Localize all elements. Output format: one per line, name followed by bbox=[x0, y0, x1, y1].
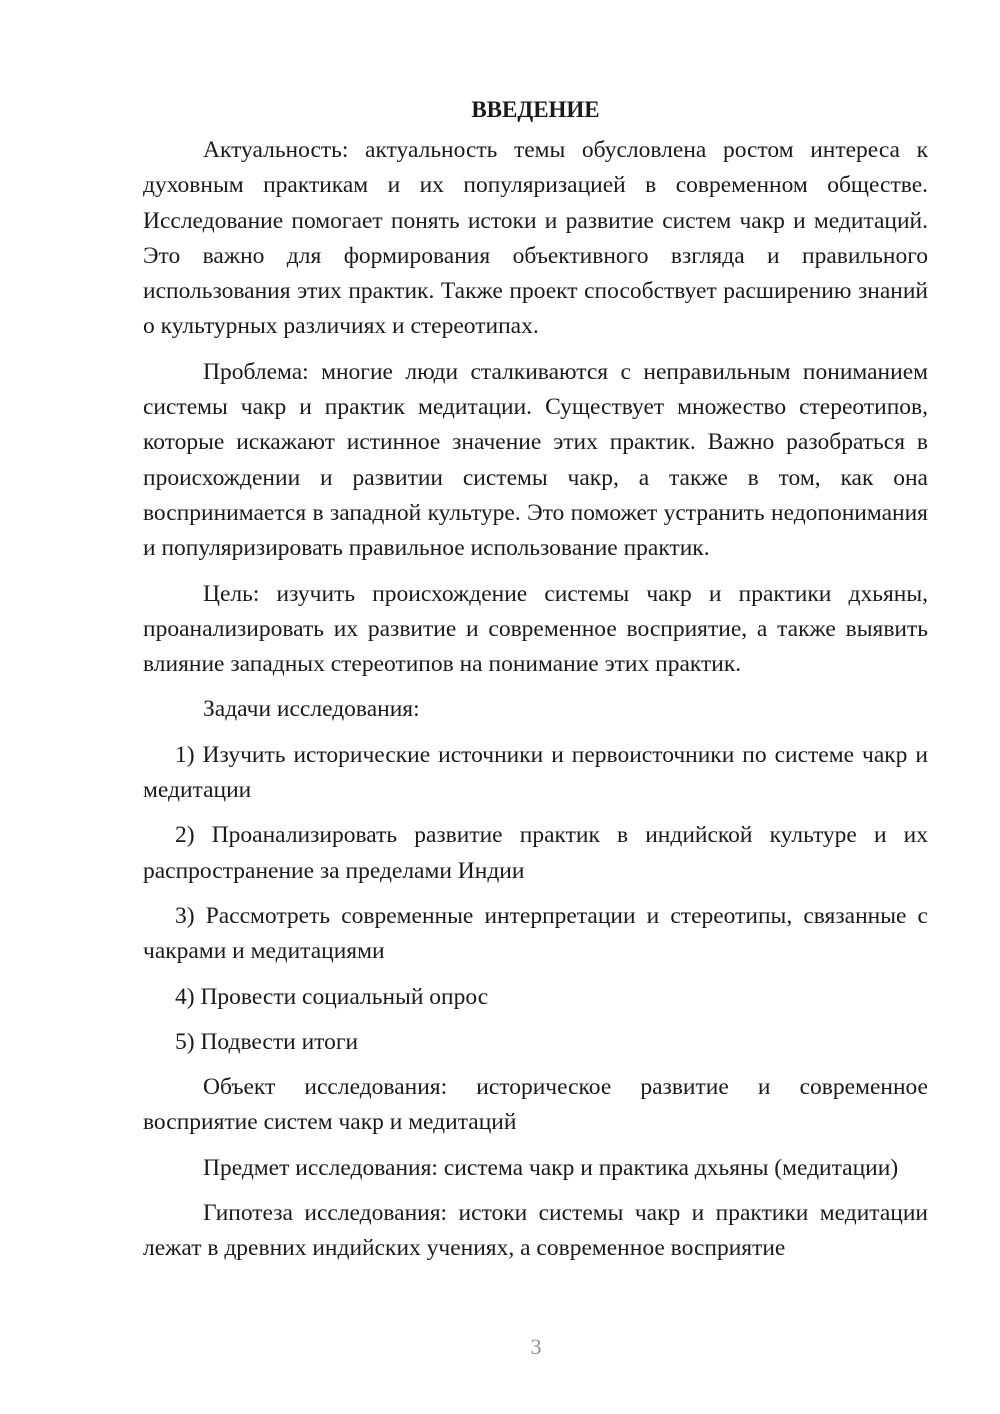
paragraph-goal: Цель: изучить происхождение системы чакр и практики дхьяны, проанализировать их развитие и современное восприятие, а также выявить влияние западных стереотипов на понимание этих практик. bbox=[143, 580, 928, 678]
task-item: 5) Подвести итоги bbox=[175, 1028, 359, 1055]
task-item: 3) Рассмотреть современные интерпретации и стереотипы, связанные с чакрами и медитациями bbox=[143, 902, 928, 965]
task-item: 4) Провести социальный опрос bbox=[175, 983, 489, 1010]
tasks-title: Задачи исследования: bbox=[203, 696, 420, 723]
page-number: 3 bbox=[530, 1334, 542, 1359]
page-content bbox=[143, 96, 928, 1267]
paragraph-subject: Предмет исследования: система чакр и практика дхьяны (медитации) bbox=[203, 1154, 899, 1181]
paragraph-problem: Проблема: многие люди сталкиваются с неправильным пониманием системы чакр и практик медитации. Существует множество стереотипов, которые искажают истинное значение этих практик. Важно разобраться в происхождении и развитии системы чакр, а также в том, как она воспринимается в западной культуре. Это поможет устранить недопонимания и популяризировать правильное использование практик. bbox=[143, 358, 928, 562]
paragraph-object: Объект исследования: историческое развитие и современное восприятие систем чакр и медитаций bbox=[143, 1074, 928, 1136]
task-item: 1) Изучить исторические источники и первоисточники по системе чакр и медитации bbox=[143, 741, 928, 804]
task-item: 2) Проанализировать развитие практик в индийской культуре и их распространение за пределами Индии bbox=[143, 822, 928, 884]
paragraph-hypothesis: Гипотеза исследования: истоки системы чакр и практики медитации лежат в древних индийских учениях, а современное восприятие bbox=[143, 1200, 928, 1262]
paragraph-relevance: Актуальность: актуальность темы обусловлена ростом интереса к духовным практикам и их популяризацией в современном обществе. Исследование помогает понять истоки и развитие систем чакр и медитаций. Это важно для формирования объективного взгляда и правильного использования этих практик. Также проект способствует расширению знаний о культурных различиях и стереотипах. bbox=[143, 137, 928, 340]
section-heading: ВВЕДЕНИЕ bbox=[471, 97, 600, 122]
